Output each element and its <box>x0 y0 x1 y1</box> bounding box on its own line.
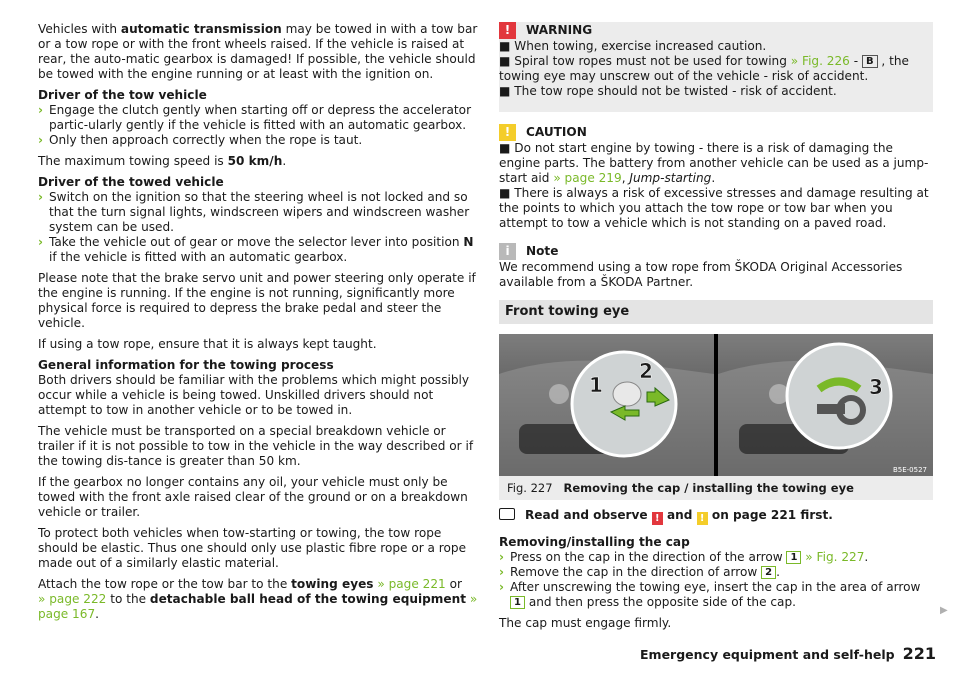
warning-line-3: ■ The tow rope should not be twisted - risk of accident. <box>499 84 837 98</box>
step-insert-cap: › After unscrewing the towing eye, insert the cap in the area of arrow 1 and then press the opposite side of the cap. <box>499 580 921 609</box>
caution-line-1: ■ Do not start engine by towing - there is a risk of damaging the engine parts. The battery from another vehicle can be used as a jump-start aid » page 219, Jump-starting. <box>499 141 929 185</box>
link-page-222[interactable]: » page 222 <box>38 592 107 606</box>
para-attach: Attach the tow rope or the tow bar to the towing eyes » page 221 or » page 222 to the detachable ball head of the towing equipment » page 167. <box>38 577 478 621</box>
callout-2: 2 <box>639 359 653 383</box>
page-number: 221 <box>902 644 936 663</box>
para-gearbox: If the gearbox no longer contains any oil, your vehicle must only be towed with the front axle raised clear of the ground or on a breakdown vehicle or trailer. <box>38 475 468 519</box>
caution-ref-icon: ! <box>697 512 708 525</box>
figure-illustration <box>499 334 933 476</box>
warning-line-2: ■ Spiral tow ropes must not be used for towing » Fig. 226 - B , the towing eye may unscrew out of the vehicle - risk of accident. <box>499 54 909 83</box>
bullet-engage-clutch: › Engage the clutch gently when starting off or depress the accelerator partic-ularly gently if the vehicle is fitted with an automatic gearbox. <box>38 103 472 132</box>
chapter-title: Emergency equipment and self-help <box>640 647 895 662</box>
callout-3: 3 <box>869 375 883 399</box>
para-taut: If using a tow rope, ensure that it is always kept taught. <box>38 337 377 351</box>
warning-ref-icon: ! <box>652 512 663 525</box>
step-ref-1b: 1 <box>510 596 525 609</box>
page-footer <box>640 646 936 662</box>
link-page-221[interactable]: » page 221 <box>373 577 446 591</box>
continue-icon: ▶ <box>940 605 948 616</box>
link-fig-227[interactable]: » Fig. 227 <box>801 550 865 564</box>
para-special: The vehicle must be transported on a special breakdown vehicle or trailer if it is not possible to tow in the vehicle in the way described or if the towing dis-tance is greater than 50 km. <box>38 424 474 468</box>
chevron-icon: › <box>499 565 504 579</box>
warning-line-1: ■ When towing, exercise increased caution. <box>499 39 767 53</box>
figure-towing-eye <box>499 334 933 476</box>
bullet-gear: › Take the vehicle out of gear or move the selector lever into position N if the vehicle is fitted with an automatic gearbox. <box>38 235 474 264</box>
heading-tow-vehicle: Driver of the tow vehicle <box>38 88 207 102</box>
para-brake: Please note that the brake servo unit and power steering only operate if the engine is running. If the engine is not running, significantly more physical force is required to depress the brake pedal and steer the vehicle. <box>38 271 476 330</box>
callout-1: 1 <box>589 373 603 397</box>
warning-title: WARNING <box>526 23 593 37</box>
heading-remove: Removing/installing the cap <box>499 535 690 549</box>
step-press-cap: › Press on the cap in the direction of the arrow 1 » Fig. 227. <box>499 550 869 564</box>
link-fig-226[interactable]: » Fig. 226 <box>790 54 850 68</box>
caution-line-2: ■ There is always a risk of excessive stresses and damage resulting at the points to which you attach the tow rope or tow bar when you attempt to tow a vehicle which is not standing on a paved road. <box>499 186 929 230</box>
link-page-219[interactable]: » page 219 <box>553 171 622 185</box>
chevron-icon: › <box>499 550 504 564</box>
figure-b-badge: B <box>862 55 878 68</box>
warning-box <box>499 22 933 112</box>
figure-code: B5E-0527 <box>892 466 927 474</box>
caution-icon: ! <box>499 124 516 141</box>
right-column <box>499 22 933 637</box>
note-title: Note <box>526 244 559 258</box>
chevron-icon: › <box>38 190 43 204</box>
caution-title: CAUTION <box>526 125 587 139</box>
para-engage: The cap must engage firmly. <box>499 616 672 630</box>
bullet-approach: › Only then approach correctly when the rope is taut. <box>38 133 363 147</box>
step-remove-cap: › Remove the cap in the direction of arrow 2 . <box>499 565 780 579</box>
heading-general: General information for the towing process <box>38 358 334 372</box>
section-title: Front towing eye <box>499 300 933 324</box>
link-page-167[interactable]: » page 167 <box>38 592 478 621</box>
warning-icon: ! <box>499 22 516 39</box>
step-ref-2: 2 <box>761 566 776 579</box>
para-automatic: Vehicles with automatic transmission may be towed in with a tow bar or a tow rope or with the front wheels raised. If the vehicle is raised at rear, the auto-matic gearbox is damaged! If possible, the vehicle should be towed with the engine running or at least with the ignition on. <box>38 22 478 81</box>
figure-caption: Fig. 227 Removing the cap / installing the towing eye <box>499 476 933 500</box>
chevron-icon: › <box>38 103 43 117</box>
left-column <box>38 22 478 628</box>
caution-block <box>499 124 933 231</box>
para-protect: To protect both vehicles when tow-starting or towing, the tow rope should be elastic. Thus one should only use plastic fibre rope or a rope made out of a similarly elastic material. <box>38 526 467 570</box>
note-text: We recommend using a tow rope from ŠKODA Original Accessories available from a ŠKODA Partner. <box>499 260 903 289</box>
book-icon <box>499 508 515 520</box>
info-icon: i <box>499 243 516 260</box>
note-block <box>499 243 933 290</box>
para-speed: The maximum towing speed is 50 km/h. <box>38 154 287 168</box>
step-ref-1: 1 <box>786 551 801 564</box>
para-general: Both drivers should be familiar with the problems which might possibly occur while a vehicle is being towed. Unskilled drivers should not attempt to tow in another vehicle or to be towed in. <box>38 373 470 417</box>
heading-towed-vehicle: Driver of the towed vehicle <box>38 175 224 189</box>
chevron-icon: › <box>499 580 504 594</box>
chevron-icon: › <box>38 133 43 147</box>
bullet-ignition: › Switch on the ignition so that the steering wheel is not locked and so that the turn signal lights, windscreen wipers and windscreen washer system can be used. <box>38 190 470 234</box>
chevron-icon: › <box>38 235 43 249</box>
read-observe: Read and observe ! and ! on page 221 first. <box>499 508 933 525</box>
